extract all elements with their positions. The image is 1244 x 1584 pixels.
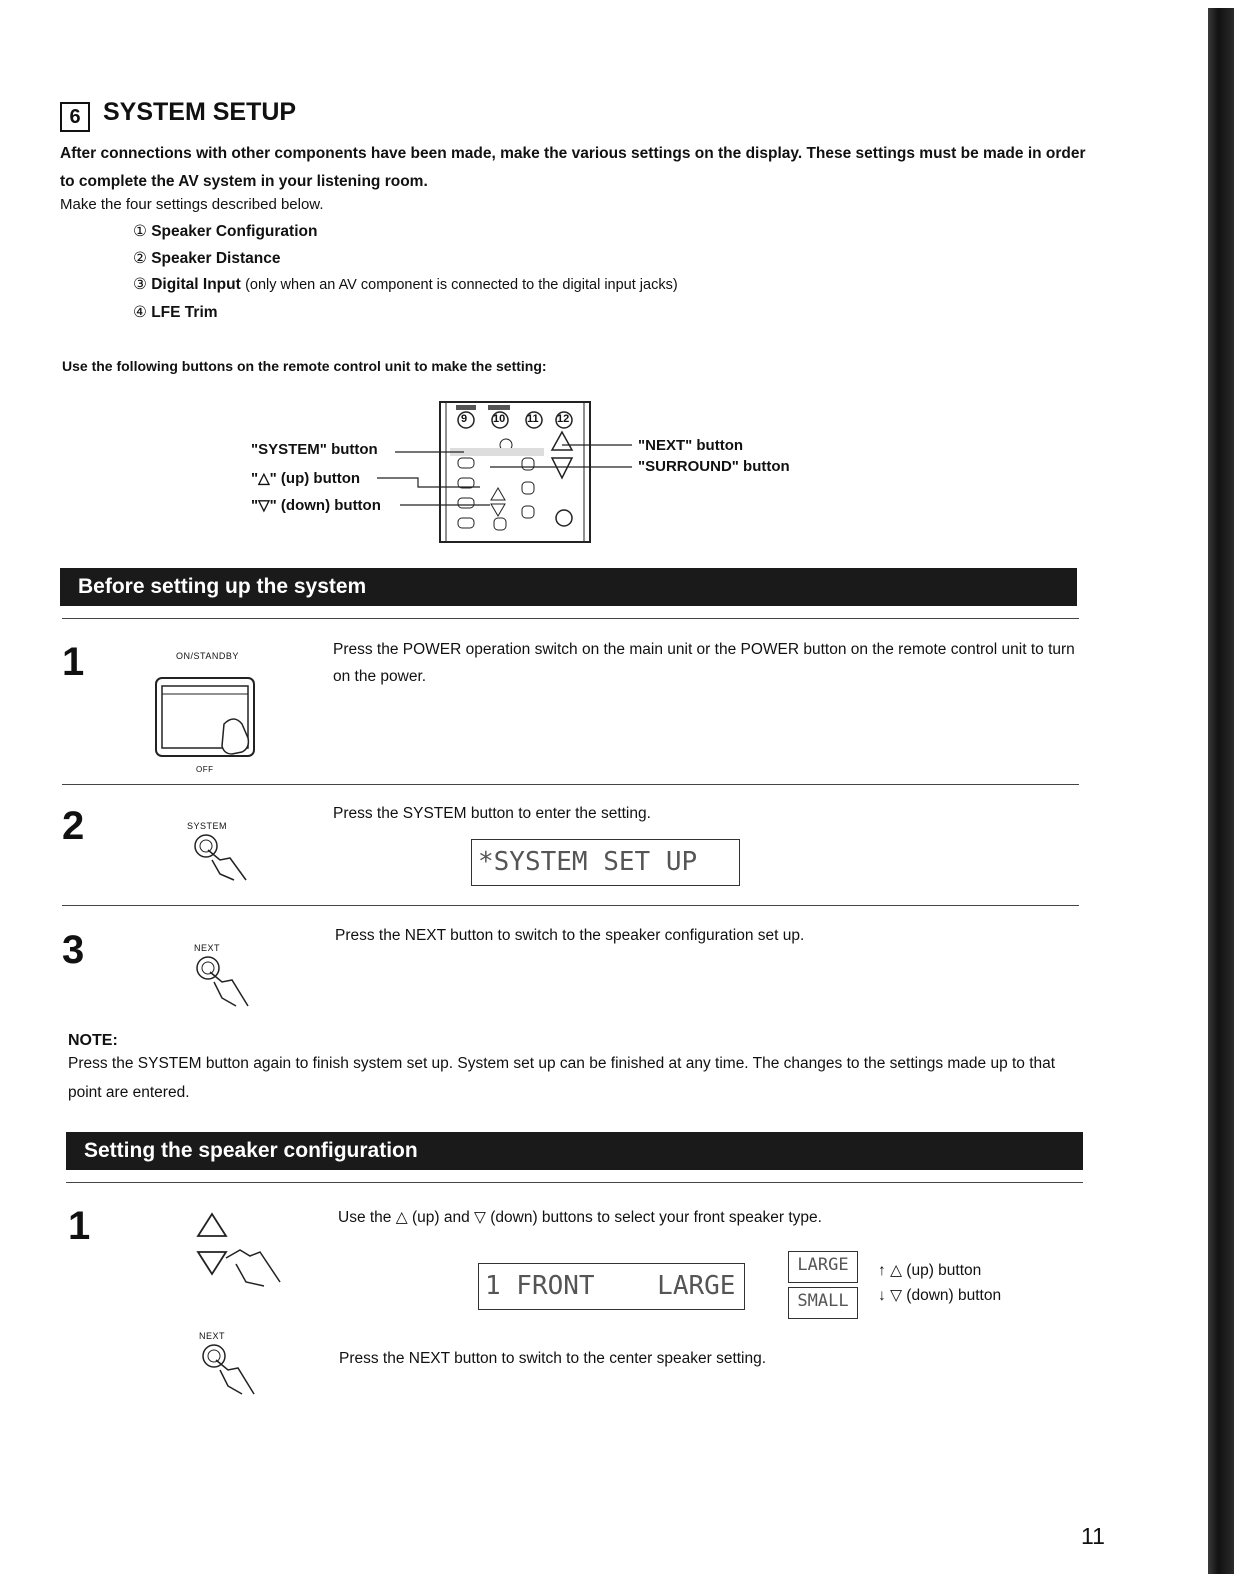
label-surround-button: "SURROUND" button — [638, 458, 790, 475]
lcd-front-large: 1 FRONT LARGE — [478, 1263, 745, 1310]
callout-lines — [0, 0, 1244, 560]
step-2-text: Press the SYSTEM button to enter the setting. — [333, 805, 651, 822]
page-number: 11 — [1081, 1523, 1105, 1549]
intro-bold-text: After connections with other components have been made, make the various settings on the display. These settings must be made in order to complete the AV system in your listening room. — [60, 145, 1086, 190]
setting-name: Digital Input — [151, 276, 241, 293]
intro-plain-text: Make the four settings described below. — [60, 196, 324, 213]
caption-next: NEXT — [194, 943, 221, 953]
setting-note: (only when an AV component is connected to the digital input jacks) — [245, 277, 678, 293]
rule — [66, 1182, 1083, 1183]
power-switch-illustration — [154, 676, 258, 760]
label-system-button: "SYSTEM" button — [251, 441, 378, 458]
remote-heading: Use the following buttons on the remote control unit to make the setting: — [62, 358, 547, 374]
setting-name: Speaker Configuration — [151, 223, 318, 240]
key-11: 11 — [527, 413, 539, 425]
key-12: 12 — [557, 413, 570, 425]
down-triangle-icon: ▽ — [890, 1287, 902, 1304]
setting-marker: ② — [133, 250, 147, 267]
text-down-buttons: (down) buttons to select your front speaker type. — [490, 1209, 822, 1226]
rule — [62, 905, 1079, 906]
text-use-the: Use the — [338, 1209, 392, 1226]
up-triangle-icon: △ — [890, 1262, 902, 1279]
speaker-next-text: Press the NEXT button to switch to the center speaker setting. — [339, 1350, 767, 1367]
arrow-up-icon: ↑ — [878, 1262, 886, 1279]
arrow-down-icon: ↓ — [878, 1287, 886, 1304]
setting-marker: ④ — [133, 304, 147, 321]
caption-system: SYSTEM — [187, 821, 228, 831]
label-next-button: "NEXT" button — [638, 437, 744, 454]
step-3-text: Press the NEXT button to switch to the speaker configuration set up. — [335, 927, 805, 944]
text-up-and: (up) and — [411, 1209, 470, 1226]
lcd-system-setup: *SYSTEM SET UP — [471, 839, 740, 886]
rule — [62, 784, 1079, 785]
step-number: 1 — [68, 1204, 91, 1248]
hand-press-icon — [194, 954, 264, 1014]
down-button-label: (down) button — [906, 1287, 1002, 1304]
banner-speaker-configuration: Setting the speaker configuration — [66, 1132, 1083, 1170]
section-title: SYSTEM SETUP — [103, 98, 297, 126]
up-button-legend — [878, 1261, 981, 1280]
caption-next: NEXT — [199, 1331, 226, 1341]
up-triangle-icon: △ — [395, 1209, 408, 1226]
setting-name: LFE Trim — [151, 304, 218, 321]
setting-marker: ① — [133, 223, 147, 240]
key-9: 9 — [461, 413, 468, 425]
up-button-label: (up) button — [906, 1262, 982, 1279]
down-button-legend — [878, 1286, 1001, 1305]
caption-off: OFF — [196, 765, 214, 774]
step-1-text: Press the POWER operation switch on the main unit or the POWER button on the remote control unit to turn on the power. — [333, 641, 1075, 685]
step-number: 1 — [62, 640, 85, 684]
rule — [62, 618, 1079, 619]
setting-name: Speaker Distance — [151, 250, 281, 267]
setting-marker: ③ — [133, 276, 147, 293]
lcd-option-small: SMALL — [788, 1287, 858, 1319]
banner-before-setup: Before setting up the system — [60, 568, 1077, 606]
note-heading: NOTE: — [68, 1032, 118, 1049]
step-number: 2 — [62, 804, 85, 848]
key-10: 10 — [493, 413, 506, 425]
label-up-button: "△" (up) button — [251, 470, 361, 487]
hand-press-icon — [200, 1342, 270, 1404]
step-number: 3 — [62, 928, 85, 972]
note-text: Press the SYSTEM button again to finish system set up. System set up can be finished at any time. The changes to the settings made up to that point are entered. — [68, 1055, 1056, 1101]
caption-on-standby: ON/STANDBY — [176, 651, 239, 661]
speaker-step-text — [338, 1204, 822, 1231]
hand-press-icon — [190, 832, 260, 884]
label-down-button: "▽" (down) button — [251, 497, 381, 514]
up-down-buttons-icon — [196, 1212, 288, 1288]
section-number-box: 6 — [60, 102, 90, 132]
lcd-option-large: LARGE — [788, 1251, 858, 1283]
down-triangle-icon: ▽ — [474, 1209, 486, 1226]
